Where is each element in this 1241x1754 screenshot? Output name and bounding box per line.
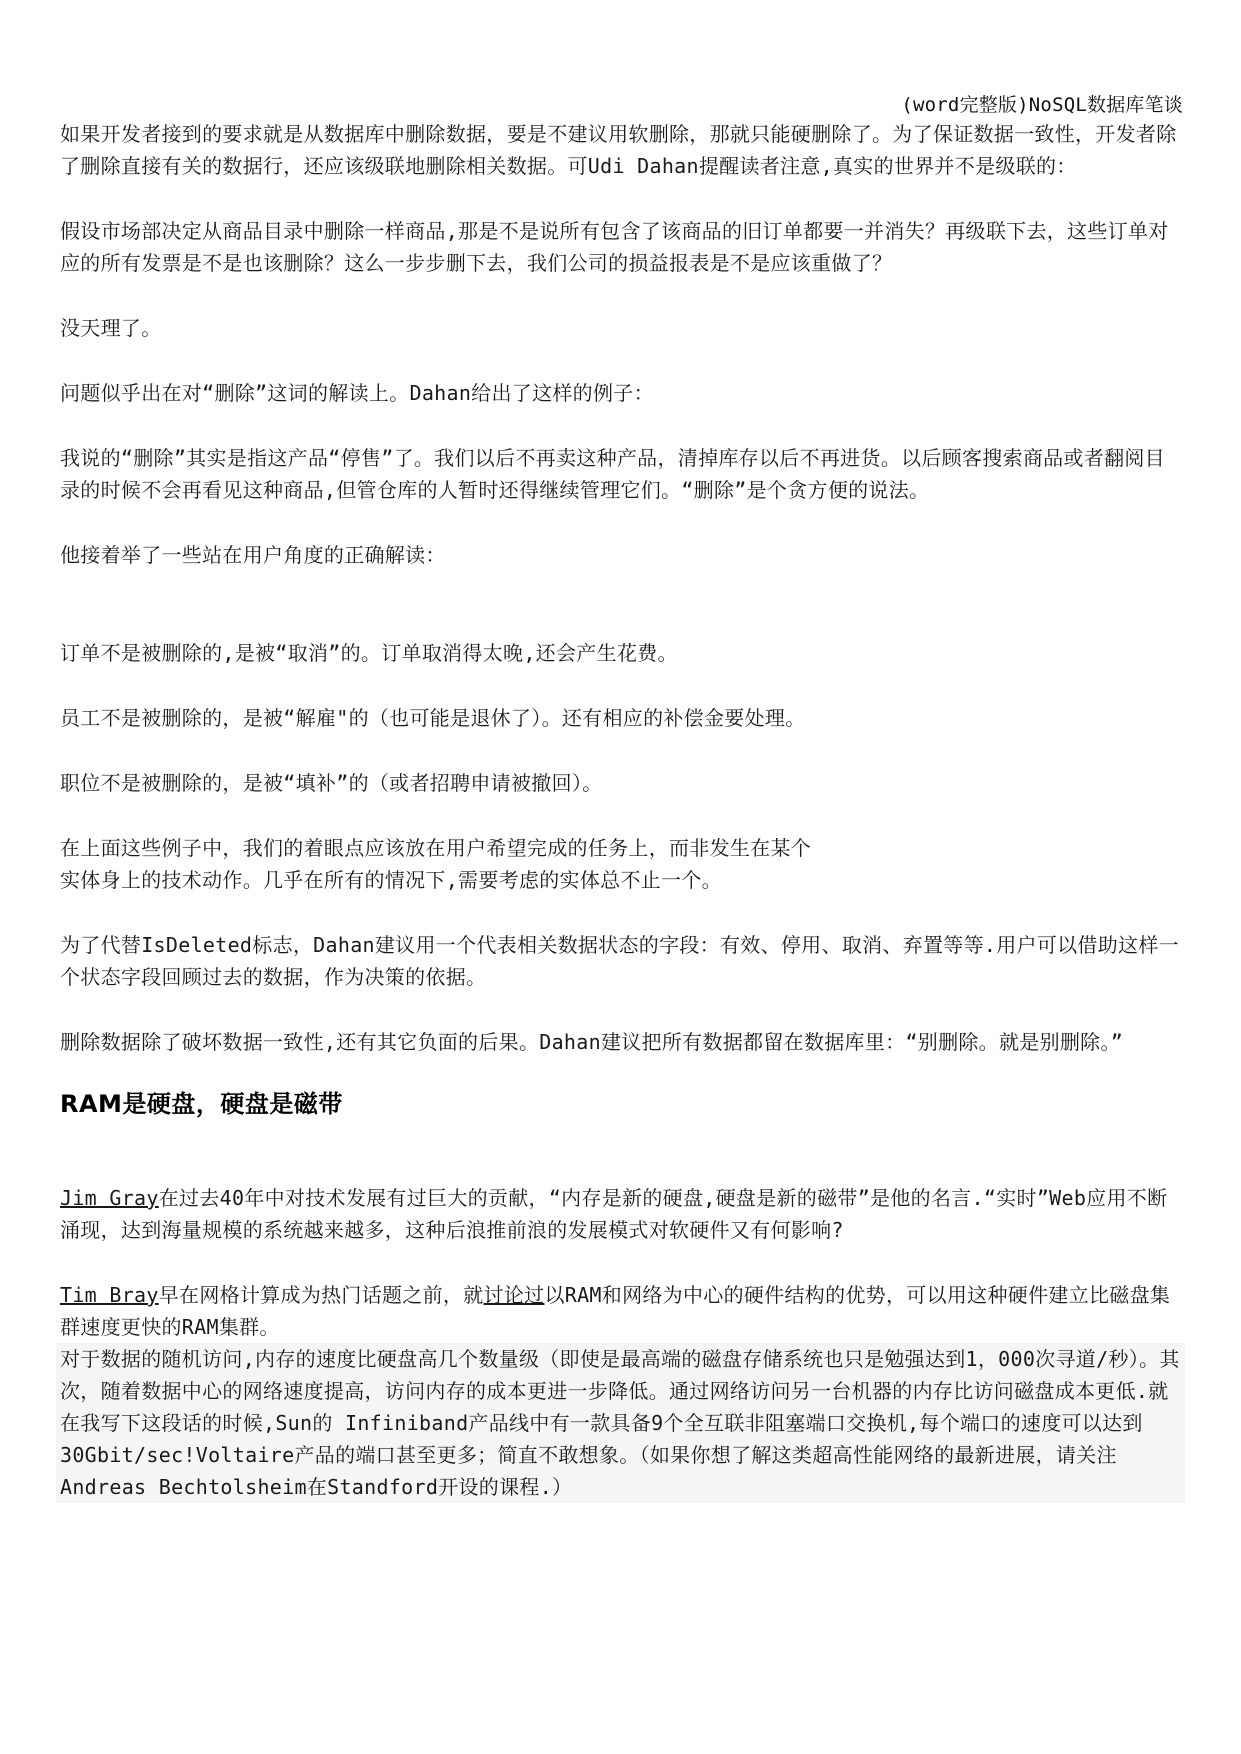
paragraph-dont-delete: 删除数据除了破坏数据一致性,还有其它负面的后果。Dahan建议把所有数据都留在数据库里：“别删除。就是别删除。”	[60, 1030, 1124, 1054]
section-heading: RAM是硬盘，硬盘是磁带	[60, 1090, 343, 1118]
paragraph-jim-gray	[60, 1182, 1185, 1246]
tim-bray-link[interactable]: Tim Bray	[60, 1283, 159, 1307]
paragraph-isdeleted: 为了代替IsDeleted标志，Dahan建议用一个代表相关数据状态的字段：有效、停用、取消、弃置等等.用户可以借助这样一个状态字段回顾过去的数据，作为决策的依据。	[60, 933, 1179, 989]
paragraph-focus-line-2: 实体身上的技术动作。几乎在所有的情况下,需要考虑的实体总不止一个。	[60, 868, 722, 892]
document-header: (word完整版)NoSQL数据库笔谈	[901, 94, 1183, 116]
paragraph-tim-bray	[60, 1279, 1185, 1343]
tim-bray-text-rest: 以RAM和网络为中心的硬件结构的优势，可以用这种硬件建立比磁盘集群速度更快的RAM集群。	[60, 1283, 1171, 1339]
jim-gray-text: 在过去40年中对技术发展有过巨大的贡献，“内存是新的硬盘,硬盘是新的磁带”是他的名言.“实时”Web应用不断涌现，达到海量规模的系统越来越多，这种后浪推前浪的发展模式对软硬件又有何影响?	[60, 1186, 1168, 1242]
paragraph-no-reason: 没天理了。	[60, 316, 162, 340]
quote-text: 对于数据的随机访问,内存的速度比硬盘高几个数量级（即使是最高端的磁盘存储系统也只是勉强达到1，000次寻道/秒）。其次，随着数据中心的网络速度提高，访问内存的成本更进一步降低。通过网络访问另一台机器的内存比访问磁盘成本更低.就在我写下这段话的时候,Sun的 Infiniband产品线中有一款具备9个全互联非阻塞端口交换机,每个端口的速度可以达到30Gbit/sec!Voltaire产品的端口甚至更多；简直不敢想象。（如果你想了解这类超高性能网络的最新进展，请关注Andreas Bechtolsheim在Standford开设的课程.）	[60, 1347, 1180, 1499]
paragraph-discontinued: 我说的“删除”其实是指这产品“停售”了。我们以后不再卖这种产品，清掉库存以后不再进货。以后顾客搜索商品或者翻阅目录的时候不会再看见这种商品,但管仓库的人暂时还得继续管理它们。“删除”是个贪方便的说法。	[60, 446, 1165, 502]
document-body	[60, 118, 1185, 1503]
paragraph-interpretation: 问题似乎出在对“删除”这词的解读上。Dahan给出了这样的例子：	[60, 381, 654, 405]
paragraph-user-perspective: 他接着举了一些站在用户角度的正确解读：	[60, 543, 446, 567]
jim-gray-link[interactable]: Jim Gray	[60, 1186, 159, 1210]
tim-bray-text: 早在网格计算成为热门话题之前，就	[158, 1283, 484, 1307]
quote-block	[56, 1343, 1185, 1503]
paragraph-focus-line-1: 在上面这些例子中，我们的着眼点应该放在用户希望完成的任务上，而非发生在某个	[60, 836, 812, 860]
paragraph-position-filled: 职位不是被删除的，是被“填补”的（或者招聘申请被撤回）。	[60, 771, 603, 795]
paragraph-marketing-example: 假设市场部决定从商品目录中删除一样商品,那是不是说所有包含了该商品的旧订单都要一并消失？再级联下去，这些订单对应的所有发票是不是也该删除？这么一步步删下去，我们公司的损益报表是不是应该重做了？	[60, 219, 1169, 275]
paragraph-order-cancelled: 订单不是被删除的,是被“取消”的。订单取消得太晚,还会产生花费。	[60, 641, 678, 665]
discussed-link[interactable]: 讨论过	[483, 1283, 545, 1307]
paragraph-hard-delete: 如果开发者接到的要求就是从数据库中删除数据，要是不建议用软删除，那就只能硬删除了。为了保证数据一致性，开发者除了删除直接有关的数据行，还应该级联地删除相关数据。可Udi Dahan提醒读者注意,真实的世界并不是级联的：	[60, 122, 1177, 178]
paragraph-employee-fired: 员工不是被删除的，是被“解雇"的（也可能是退休了）。还有相应的补偿金要处理。	[60, 706, 806, 730]
